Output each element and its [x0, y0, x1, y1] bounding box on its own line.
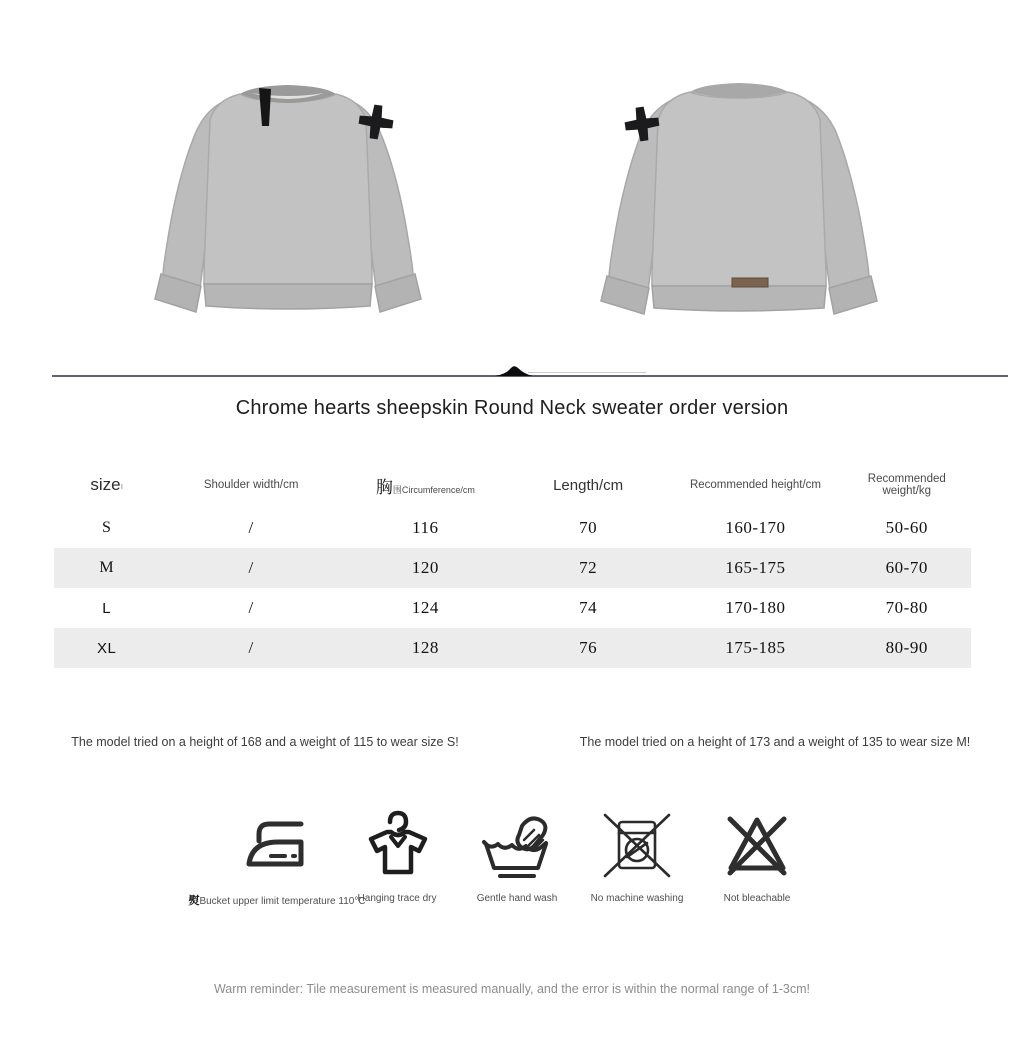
cell-height: 160-170: [725, 518, 786, 537]
cell-shoulder: /: [248, 558, 254, 577]
size-table: [54, 462, 971, 668]
cell-weight: 70-80: [885, 598, 928, 617]
hem-band: [204, 284, 372, 309]
care-label: No machine washing: [590, 893, 684, 904]
cell-chest: 120: [411, 558, 439, 577]
cell-size: L: [102, 599, 112, 617]
header-weight: Recommended weight/kg: [867, 473, 946, 497]
no-bleach-icon: [717, 800, 797, 892]
cell-weight: 60-70: [885, 558, 928, 577]
table-row-m: [54, 548, 971, 588]
cell-length: 70: [579, 518, 598, 537]
model-note-left: The model tried on a height of 168 and a weight of 115 to wear size S!: [71, 735, 459, 749]
care-instructions: [188, 800, 817, 908]
hand-wash-icon: [476, 800, 558, 892]
sweater-front-graphic: [128, 40, 450, 342]
care-label: Gentle hand wash: [476, 893, 558, 904]
care-label: 熨Bucket upper limit temperature 110°C: [188, 895, 366, 907]
size-header-mark: ı: [120, 481, 124, 491]
cell-chest: 124: [411, 598, 439, 617]
cell-length: 74: [579, 598, 598, 617]
cell-size: XL: [97, 639, 117, 657]
cell-shoulder: /: [248, 518, 254, 537]
warm-reminder: Warm reminder: Tile measurement is measured manually, and the error is within the normal range of 1-3cm!: [213, 982, 811, 996]
cell-size: M: [99, 559, 115, 576]
page-title: Chrome hearts sheepskin Round Neck sweater order version: [235, 397, 789, 419]
cell-chest: 116: [412, 518, 439, 537]
header-shoulder: Shoulder width/cm: [203, 479, 299, 491]
cell-chest: 128: [411, 638, 439, 657]
header-height: Recommended height/cm: [689, 479, 821, 491]
table-row-l: [54, 588, 971, 628]
hem-tag: [732, 278, 768, 287]
hem-band: [652, 286, 826, 311]
cell-height: 175-185: [725, 638, 786, 657]
divider-peak-icon: [492, 364, 536, 376]
care-label: Hanging trace dry: [357, 893, 437, 904]
care-item-hang-dry: [337, 800, 457, 908]
iron-icon: [235, 800, 319, 892]
table-header-row: [54, 462, 971, 508]
divider-light-line: [528, 372, 646, 373]
cell-size: S: [102, 519, 112, 536]
cell-length: 72: [579, 558, 598, 577]
cell-shoulder: /: [248, 598, 254, 617]
care-label: Not bleachable: [723, 893, 791, 904]
no-machine-wash-icon: [597, 800, 677, 892]
cell-weight: 50-60: [885, 518, 928, 537]
model-note-right: The model tried on a height of 173 and a weight of 135 to wear size M!: [579, 735, 971, 749]
cell-height: 165-175: [725, 558, 786, 577]
cell-height: 170-180: [725, 598, 786, 617]
care-item-no-bleach: [697, 800, 817, 908]
table-row-s: [54, 508, 971, 548]
care-item-no-machine-wash: [577, 800, 697, 908]
sweater-back-graphic: [572, 40, 906, 342]
care-item-iron: [188, 800, 366, 908]
hang-dry-icon: [357, 800, 437, 892]
table-row-xl: [54, 628, 971, 668]
header-size: sizeı: [90, 475, 124, 494]
sweater-front-image: [128, 40, 450, 347]
cell-length: 76: [579, 638, 598, 657]
care-item-hand-wash: [457, 800, 577, 908]
header-length: Length/cm: [553, 476, 624, 494]
cell-weight: 80-90: [885, 638, 928, 657]
cell-shoulder: /: [248, 638, 254, 657]
sweater-back-image: [572, 40, 906, 347]
header-chest: 胸围Circumference/cm: [375, 477, 475, 497]
